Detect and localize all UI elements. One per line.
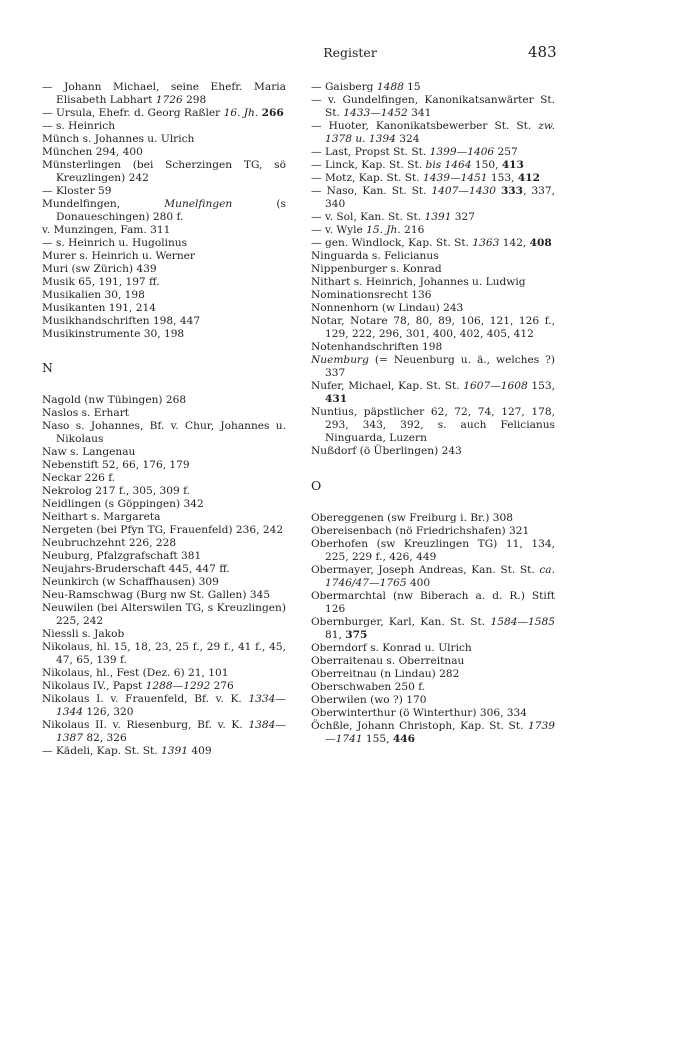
index-entry: Neu-Ramschwag (Burg nw St. Gallen) 345 bbox=[42, 589, 271, 601]
index-entry: Musikinstrumente 30, 198 bbox=[42, 328, 185, 340]
index-entry: Notar, Notare 78, 80, 89, 106, 121, 126 f., 129, 222, 296, 301, 400, 402, 405, 412 bbox=[311, 315, 555, 340]
index-entry: Naslos s. Erhart bbox=[42, 407, 130, 419]
index-entry: Niessli s. Jakob bbox=[42, 628, 125, 640]
index-entry: Neithart s. Margareta bbox=[42, 511, 161, 523]
index-entry: — s. Heinrich u. Hugolinus bbox=[42, 237, 188, 249]
index-entry: Nuemburg (= Neuenburg u. ä., welches ?) 337 bbox=[311, 354, 555, 379]
index-entry: — Naso, Kan. St. St. 1407—1430 333, 337, 340 bbox=[311, 185, 555, 210]
index-entry: Murer s. Heinrich u. Werner bbox=[42, 250, 195, 262]
index-entry: Musikanten 191, 214 bbox=[42, 302, 156, 314]
index-entry: Öchßle, Johann Christoph, Kap. St. St. 1739—1741 155, 446 bbox=[311, 720, 555, 745]
index-entry: Nußdorf (ö Überlingen) 243 bbox=[311, 445, 462, 457]
index-entry: Münch s. Johannes u. Ulrich bbox=[42, 133, 195, 145]
index-entry: — Kloster 59 bbox=[42, 185, 112, 197]
index-entry: Oberwinterthur (ö Winterthur) 306, 334 bbox=[311, 707, 528, 719]
index-entry: Nominationsrecht 136 bbox=[311, 289, 432, 301]
index-entry: Ninguarda s. Felicianus bbox=[311, 250, 439, 262]
index-entry: — Linck, Kap. St. St. bis 1464 150, 413 bbox=[311, 159, 524, 171]
index-column-left bbox=[42, 81, 286, 758]
index-entry: Nebenstift 52, 66, 176, 179 bbox=[42, 459, 190, 471]
index-entry: Neuburg, Pfalzgrafschaft 381 bbox=[42, 550, 202, 562]
index-entry: Obermayer, Joseph Andreas, Kan. St. St. ca. 1746/47—1765 400 bbox=[311, 564, 555, 589]
index-entry: Oberraitenau s. Oberreitnau bbox=[311, 655, 465, 667]
index-entry: — Huoter, Kanonikatsbewerber St. St. zw. 1378 u. 1394 324 bbox=[311, 120, 555, 145]
index-entry: — s. Heinrich bbox=[42, 120, 116, 132]
index-entry: Oberwilen (wo ?) 170 bbox=[311, 694, 427, 706]
index-entry: Notenhandschriften 198 bbox=[311, 341, 443, 353]
index-entry: Neubruchzehnt 226, 228 bbox=[42, 537, 177, 549]
index-entry: Oberreitnau (n Lindau) 282 bbox=[311, 668, 460, 680]
index-entry: München 294, 400 bbox=[42, 146, 143, 158]
index-entry: Nekrolog 217 f., 305, 309 f. bbox=[42, 485, 191, 497]
index-entry: Nippenburger s. Konrad bbox=[311, 263, 442, 275]
index-entry: Oberschwaben 250 f. bbox=[311, 681, 426, 693]
index-entry: — v. Gundelfingen, Kanonikatsanwärter St. St. 1433—1452 341 bbox=[311, 94, 555, 119]
index-entry: Obermarchtal (nw Biberach a. d. R.) Stift 126 bbox=[311, 590, 555, 615]
index-entry: — v. Wyle 15. Jh. 216 bbox=[311, 224, 425, 236]
index-entry: Mundelfingen, Munelfingen (s Donaueschingen) 280 f. bbox=[42, 198, 286, 223]
index-entry: Oberndorf s. Konrad u. Ulrich bbox=[311, 642, 472, 654]
index-entry: — Gaisberg 1488 15 bbox=[311, 81, 421, 93]
index-entry: Oberhofen (sw Kreuzlingen TG) 11, 134, 225, 229 f., 426, 449 bbox=[311, 538, 555, 563]
index-entry: Nikolaus IV., Papst 1288—1292 276 bbox=[42, 680, 234, 692]
index-entry: — Last, Propst St. St. 1399—1406 257 bbox=[311, 146, 518, 158]
index-column-right bbox=[311, 81, 555, 746]
index-entry: — Ursula, Ehefr. d. Georg Raßler 16. Jh. 266 bbox=[42, 107, 284, 119]
section-letter-o: O bbox=[311, 478, 322, 493]
index-entry: Obernburger, Karl, Kan. St. St. 1584—1585 81, 375 bbox=[311, 616, 555, 641]
index-entry: Nuntius, päpstlicher 62, 72, 74, 127, 178, 293, 343, 392, s. auch Felicianus Ninguarda, Luzern bbox=[311, 406, 555, 444]
index-entry: Neujahrs-Bruderschaft 445, 447 ff. bbox=[42, 563, 230, 575]
index-entry: — v. Sol, Kan. St. St. 1391 327 bbox=[311, 211, 476, 223]
index-entry: — gen. Windlock, Kap. St. St. 1363 142, 408 bbox=[311, 237, 552, 249]
index-entry: Nikolaus, hl. 15, 18, 23, 25 f., 29 f., 41 f., 45, 47, 65, 139 f. bbox=[42, 641, 286, 666]
index-entry: Neunkirch (w Schaffhausen) 309 bbox=[42, 576, 219, 588]
index-entry: Neuwilen (bei Alterswilen TG, s Kreuzlingen) 225, 242 bbox=[42, 602, 286, 627]
index-entry: Neidlingen (s Göppingen) 342 bbox=[42, 498, 204, 510]
index-entry: v. Munzingen, Fam. 311 bbox=[42, 224, 171, 236]
entry-list bbox=[42, 394, 286, 758]
index-entry: Obereggenen (sw Freiburg i. Br.) 308 bbox=[311, 512, 513, 524]
entry-list bbox=[42, 81, 286, 341]
index-entry: Nikolaus, hl., Fest (Dez. 6) 21, 101 bbox=[42, 667, 229, 679]
index-entry: Nufer, Michael, Kap. St. St. 1607—1608 153, 431 bbox=[311, 380, 555, 405]
section-letter-n: N bbox=[42, 360, 53, 375]
index-entry: — Motz, Kap. St. St. 1439—1451 153, 412 bbox=[311, 172, 540, 184]
index-entry: Musikhandschriften 198, 447 bbox=[42, 315, 201, 327]
index-entry: Nagold (nw Tübingen) 268 bbox=[42, 394, 187, 406]
index-entry: Nithart s. Heinrich, Johannes u. Ludwig bbox=[311, 276, 526, 288]
index-entry: Münsterlingen (bei Scherzingen TG, sö Kreuzlingen) 242 bbox=[42, 159, 286, 184]
index-entry: Nikolaus I. v. Frauenfeld, Bf. v. K. 1334—1344 126, 320 bbox=[42, 693, 286, 718]
index-entry: Nergeten (bei Pfyn TG, Frauenfeld) 236, 242 bbox=[42, 524, 284, 536]
index-entry: Nonnenhorn (w Lindau) 243 bbox=[311, 302, 464, 314]
index-entry: — Johann Michael, seine Ehefr. Maria Elisabeth Labhart 1726 298 bbox=[42, 81, 286, 106]
entry-list bbox=[311, 512, 555, 746]
index-entry: Obereisenbach (nö Friedrichshafen) 321 bbox=[311, 525, 530, 537]
index-entry: Muri (sw Zürich) 439 bbox=[42, 263, 157, 275]
running-head: Register bbox=[323, 45, 377, 60]
index-entry: Musik 65, 191, 197 ff. bbox=[42, 276, 160, 288]
index-entry: Nikolaus II. v. Riesenburg, Bf. v. K. 1384—1387 82, 326 bbox=[42, 719, 286, 744]
index-entry: Neckar 226 f. bbox=[42, 472, 116, 484]
index-entry: — Kädeli, Kap. St. St. 1391 409 bbox=[42, 745, 212, 757]
entry-list bbox=[311, 81, 555, 458]
page-number: 483 bbox=[528, 43, 557, 61]
index-entry: Musikalien 30, 198 bbox=[42, 289, 145, 301]
index-entry: Naso s. Johannes, Bf. v. Chur, Johannes u. Nikolaus bbox=[42, 420, 286, 445]
index-entry: Naw s. Langenau bbox=[42, 446, 136, 458]
